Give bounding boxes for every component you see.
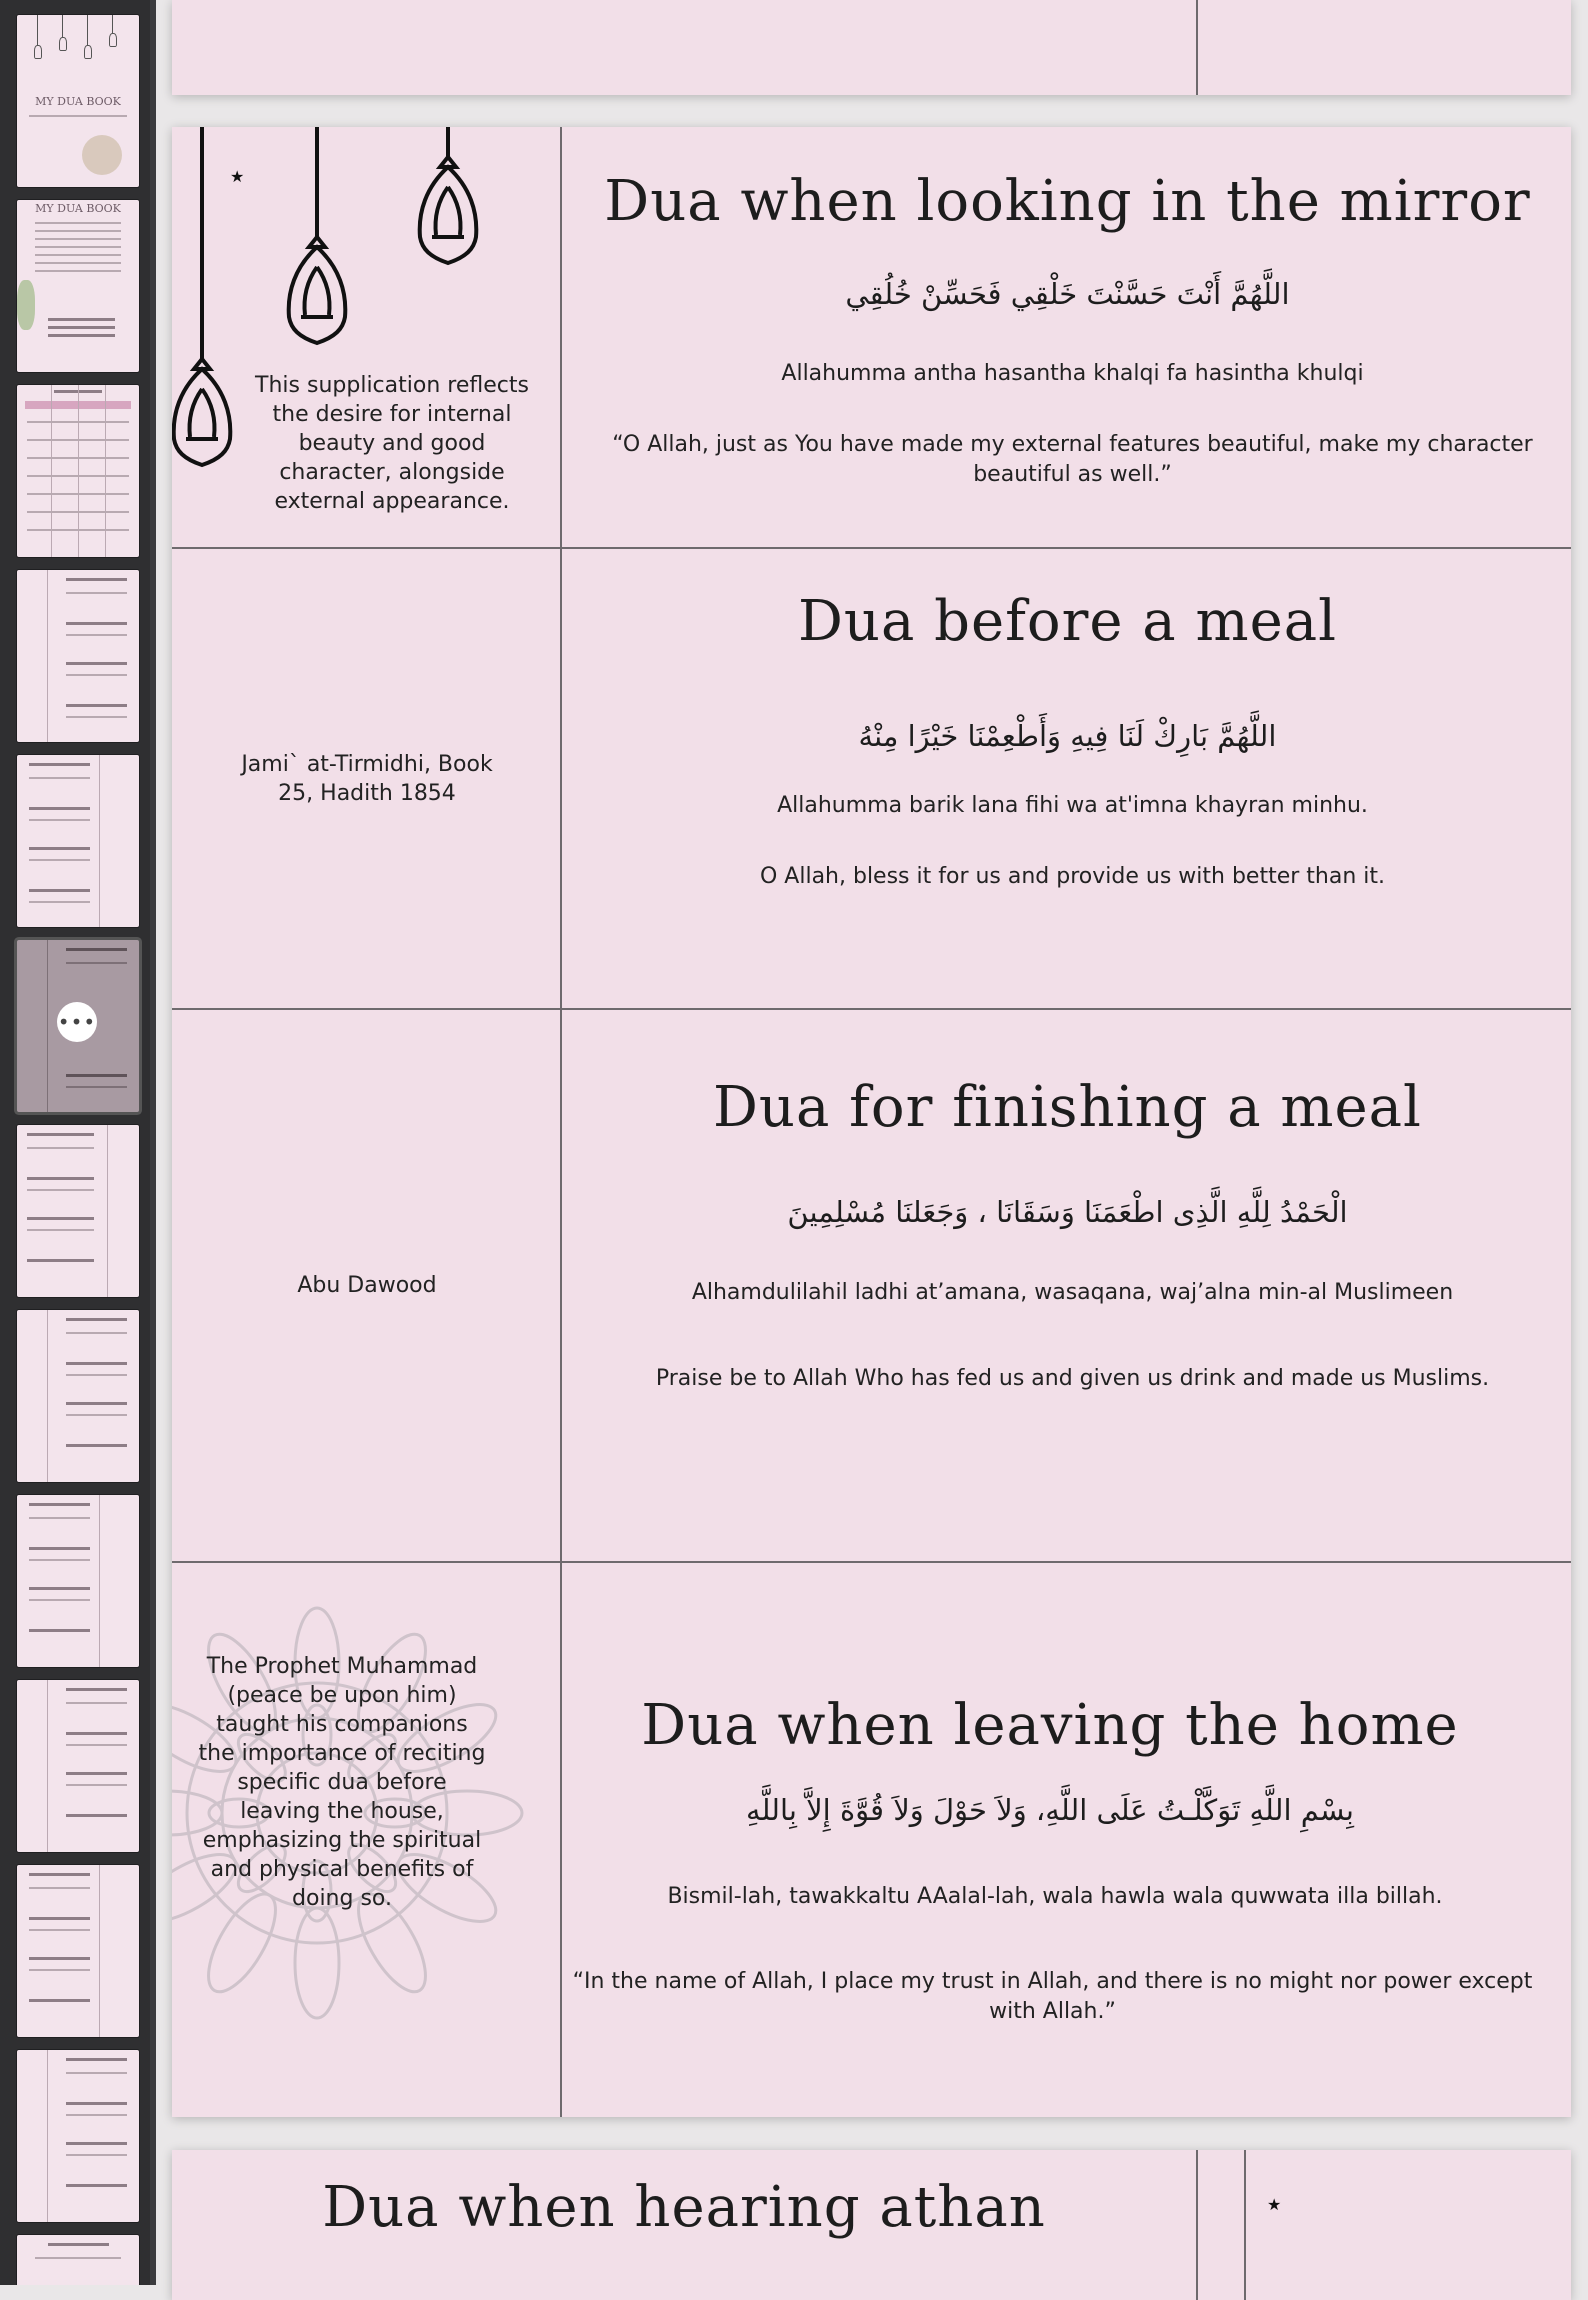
dua-content-cell xyxy=(564,549,1571,1008)
dua-arabic-text: بِسْمِ اللَّهِ تَوَكَّلْـتُ عَلَى اللَّهِ، وَلاَ حَوْلَ وَلاَ قُوَّةَ إِلاَّ بِاللَّهِ xyxy=(746,1793,1354,1827)
page-thumbnail[interactable] xyxy=(17,15,139,187)
dua-side-note: This supplication reflects the desire for internal beauty and good character, alongside external appearance. xyxy=(255,373,529,514)
dua-translation: “O Allah, just as You have made my external features beautiful, make my character beautiful as well.” xyxy=(612,432,1533,487)
dua-transliteration: Allahumma antha hasantha khalqi fa hasintha khulqi xyxy=(781,361,1364,386)
page-thumbnail[interactable] xyxy=(17,385,139,557)
dua-transliteration: Alhamdulilahil ladhi at’amana, wasaqana, waj’alna min-al Muslimeen xyxy=(691,1280,1454,1305)
dua-transliteration: Allahumma barik lana fihi wa at'imna khayran minhu. xyxy=(777,793,1368,818)
dua-content-cell xyxy=(564,127,1571,547)
dua-row xyxy=(172,127,1571,547)
flower-illustration xyxy=(82,135,122,175)
thumbnail-title: MY DUA BOOK xyxy=(35,202,121,215)
dua-source: Abu Dawood xyxy=(297,1273,437,1298)
dua-side-cell xyxy=(172,1010,562,1561)
dua-row xyxy=(172,1010,1571,1561)
dua-content-cell xyxy=(564,1010,1571,1561)
dua-arabic-text: اللَّهُمَّ أَنْتَ حَسَّنْتَ خَلْقِي فَحَسِّنْ خُلُقِي xyxy=(845,277,1290,311)
dua-row xyxy=(172,1563,1571,2117)
page-thumbnail[interactable] xyxy=(17,1495,139,1667)
lantern-icon xyxy=(34,45,42,59)
previous-page xyxy=(172,0,1571,95)
more-options-button[interactable] xyxy=(57,1002,97,1042)
dua-title: Dua when looking in the mirror xyxy=(604,169,1531,234)
dua-page xyxy=(172,127,1571,2117)
dua-row xyxy=(172,549,1571,1008)
page-thumbnail-rail xyxy=(0,0,156,2285)
page-thumbnail[interactable] xyxy=(17,200,139,372)
page-thumbnail[interactable] xyxy=(17,755,139,927)
rail-scrollbar[interactable] xyxy=(150,0,156,2285)
dua-side-cell xyxy=(172,1563,562,2117)
dua-transliteration: Bismil-lah, tawakkaltu AAalal-lah, wala hawla wala quwwata illa billah. xyxy=(667,1884,1443,1909)
page-thumbnail[interactable] xyxy=(17,1680,139,1852)
dua-arabic-text: الْحَمْدُ لِلَّهِ الَّذِى اطْعَمَنَا وَسَقَانَا ، وَجَعَلنَا مُسْلِمِينَ xyxy=(787,1195,1348,1229)
dua-content-cell xyxy=(564,1563,1571,2117)
star-icon: ★ xyxy=(1267,2195,1282,2214)
dua-translation: Praise be to Allah Who has fed us and given us drink and made us Muslims. xyxy=(655,1366,1490,1391)
dua-title: Dua for finishing a meal xyxy=(713,1075,1422,1140)
dua-title: Dua when leaving the home xyxy=(641,1693,1459,1758)
dua-title: Dua before a meal xyxy=(797,589,1338,654)
dua-source: Jami` at-Tirmidhi, Book 25, Hadith 1854 xyxy=(241,751,493,806)
thumbnail-title: MY DUA BOOK xyxy=(35,95,121,108)
page-thumbnail[interactable] xyxy=(17,570,139,742)
dua-side-cell xyxy=(172,549,562,1008)
lantern-icon xyxy=(109,33,117,47)
dua-side-note: The Prophet Muhammad (peace be upon him) taught his companions the importance of reciting specific dua before leaving the house, emphasizing the spiritual and physical benefits of doing so. xyxy=(198,1654,486,1911)
dua-translation: “In the name of Allah, I place my trust in Allah, and there is no might nor power except with Allah.” xyxy=(572,1969,1533,2024)
page-thumbnail-current[interactable] xyxy=(17,940,139,1112)
next-page xyxy=(172,2150,1571,2300)
lantern-icon xyxy=(84,45,92,59)
page-thumbnail[interactable] xyxy=(17,1310,139,1482)
page-thumbnail[interactable] xyxy=(17,1125,139,1297)
dua-side-cell xyxy=(172,127,562,547)
dua-translation: O Allah, bless it for us and provide us with better than it. xyxy=(759,864,1385,889)
dua-arabic-text: اللَّهُمَّ بَارِكْ لَنَا فِيهِ وَأَطْعِمْنَا خَيْرًا مِنْهُ xyxy=(858,719,1277,753)
page-thumbnail[interactable] xyxy=(17,2050,139,2222)
leaf-illustration xyxy=(17,280,35,330)
page-thumbnail[interactable] xyxy=(17,1865,139,2037)
star-icon: ★ xyxy=(230,167,245,186)
dua-title: Dua when hearing athan xyxy=(322,2175,1046,2240)
more-icon: ••• xyxy=(57,1010,97,1034)
page-thumbnail[interactable] xyxy=(17,2235,139,2285)
lantern-icon xyxy=(59,37,67,51)
